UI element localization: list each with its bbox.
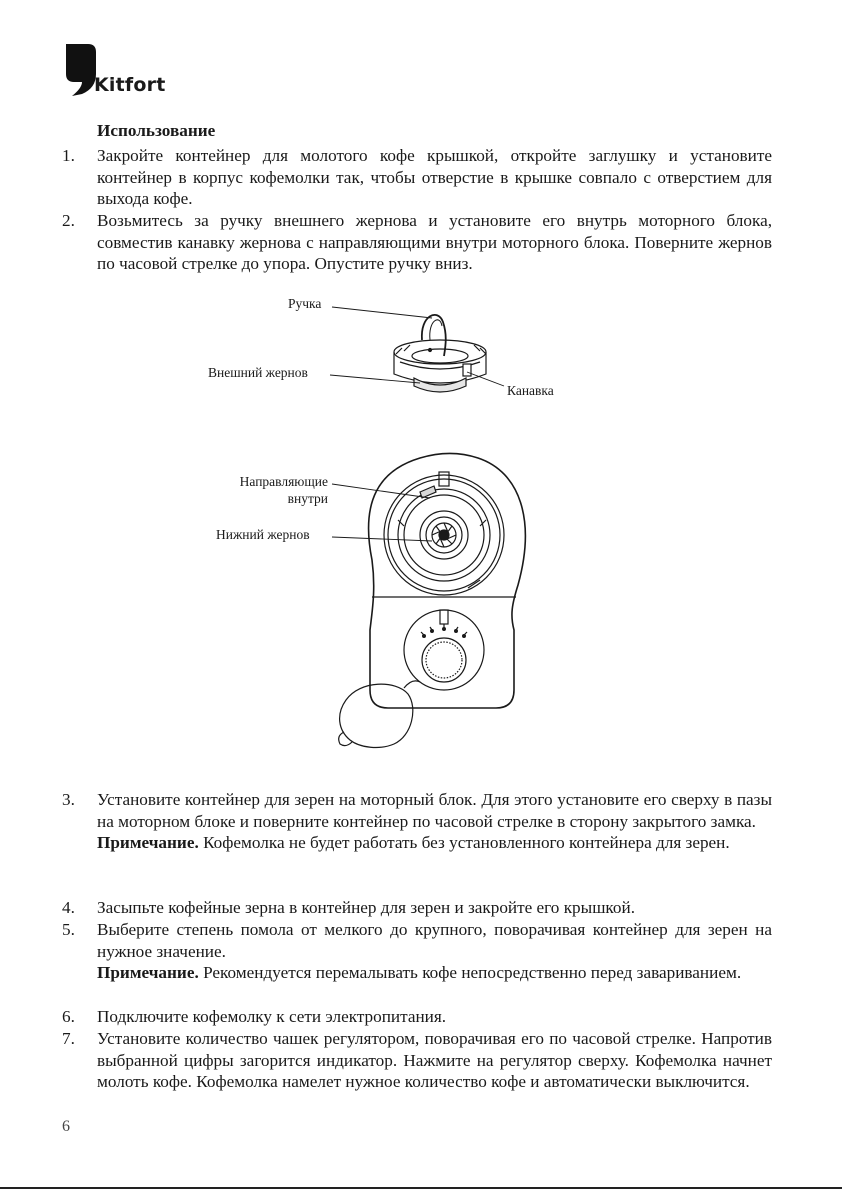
step-item [62,789,772,854]
step-note [97,962,772,984]
label-outer-burr: Внешний жернов [208,365,308,380]
step-note [97,832,772,854]
motor-unit-drawing [339,454,526,748]
label-guides-line1: Направляющие [239,474,328,489]
note-label: Примечание. [97,963,199,983]
step-item [62,897,772,919]
step-text: Установите контейнер для зерен на моторный блок. Для этого установите его сверху в пазы на моторном блоке и поверните контейнер по часовой стрелке в сторону закрытого замка. [97,790,772,831]
step-item [62,210,772,275]
bottom-divider [0,1187,842,1189]
step-number: 6. [62,1007,75,1026]
step-number: 4. [62,898,75,917]
step-text: Возьмитесь за ручку внешнего жернова и установите его внутрь моторного блока, совместив канавку жернова с направляющими внутри моторного блока. Поверните жернов по часовой стрелке до упора. Опустите ручку вниз. [97,211,772,274]
step-item [62,919,772,984]
note-text: Кофемолка не будет работать без установленного контейнера для зерен. [198,833,730,853]
step-item [62,1028,772,1093]
outer-burr-drawing [394,315,486,392]
step-text: Подключите кофемолку к сети электропитания. [97,1007,447,1026]
step-item [62,1006,772,1028]
step-number: 2. [62,211,75,230]
note-text: Рекомендуется перемалывать кофе непосредственно перед завариванием. [198,963,742,983]
step-item [62,145,772,210]
step-text: Установите количество чашек регулятором, поворачивая его по часовой стрелке. Напротив выбранной цифры загорится индикатор. Нажмите на регулятор сверху. Кофемолка начнет молоть кофе. Кофемолка намелет нужное количество кофе и автоматически выключится. [97,1029,772,1092]
step-text: Засыпьте кофейные зерна в контейнер для зерен и закройте его крышкой. [97,898,635,917]
brand-name: Kitfort [94,74,166,96]
step-text: Закройте контейнер для молотого кофе крышкой, откройте заглушку и установите контейнер в корпус кофемолки так, чтобы отверстие в крышке совпало с отверстием для выхода кофе. [97,146,772,209]
step-number: 5. [62,920,75,939]
step-number: 3. [62,790,75,809]
label-lower-burr: Нижний жернов [216,527,310,542]
step-number: 1. [62,146,75,165]
section-heading: Использование [97,121,216,140]
brand-logo-mark-icon [66,44,96,96]
step-number: 7. [62,1029,75,1048]
brand-logo [66,44,176,104]
note-label: Примечание. [97,833,199,853]
step-text: Выберите степень помола от мелкого до крупного, поворачивая контейнер для зерен на нужное значение. [97,920,772,961]
label-handle: Ручка [288,296,322,311]
page-number: 6 [62,1118,70,1135]
label-groove: Канавка [507,383,554,398]
label-guides-line2: внутри [287,491,328,506]
